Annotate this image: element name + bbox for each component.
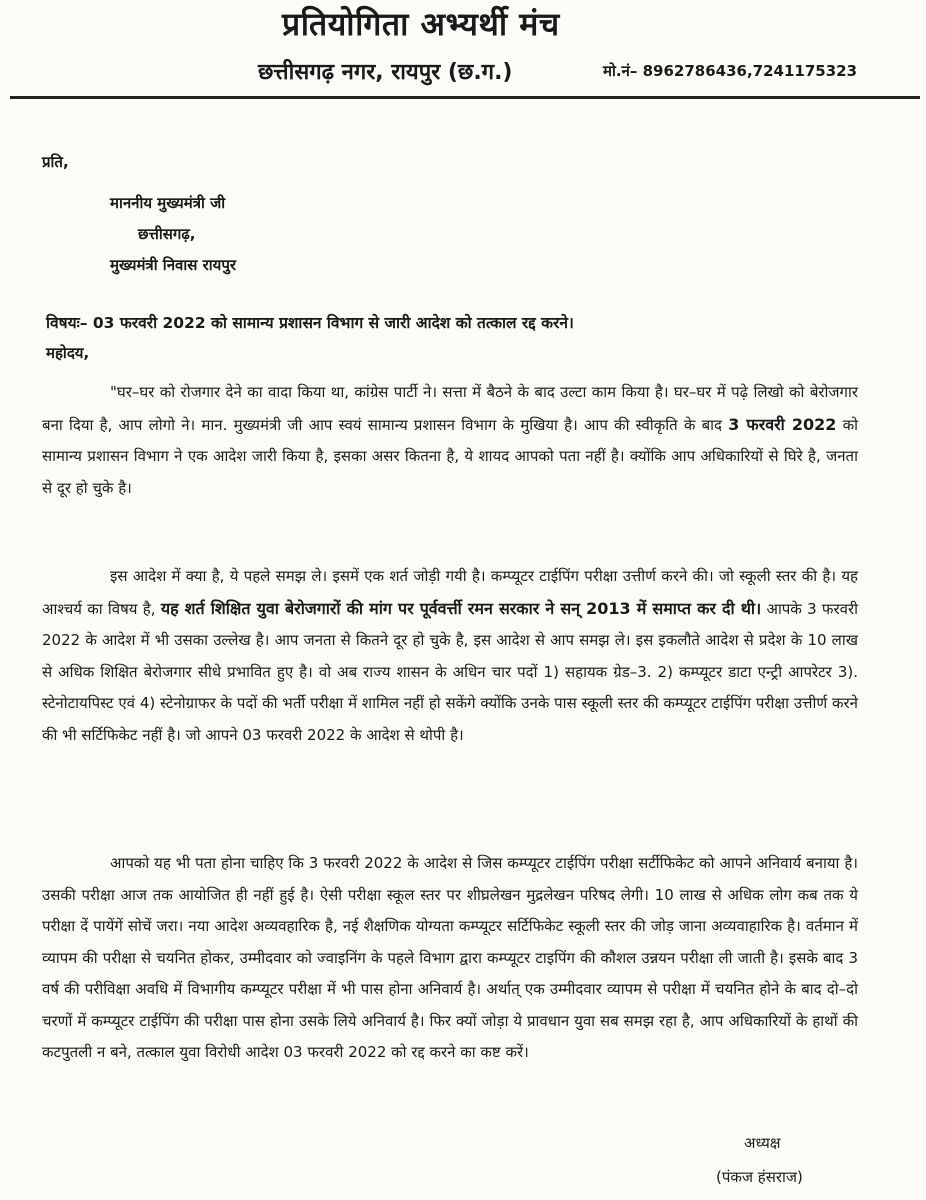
mobile-numbers: मो.नं– 8962786436,7241175323 [603, 62, 858, 80]
paragraph-1-bold: 3 फरवरी 2022 [728, 414, 837, 434]
organization-address: छत्तीसगढ़ नगर, रायपुर (छ.ग.) [258, 60, 513, 85]
signature-name: (पंकज हंसराज) [716, 1168, 803, 1186]
recipient-line-2: छत्तीसगढ़, [138, 225, 196, 243]
paragraph-3 [42, 848, 858, 1069]
subject-line: विषयः– 03 फरवरी 2022 को सामान्य प्रशासन विभाग से जारी आदेश को तत्काल रद्द करने। [46, 314, 574, 332]
letterhead-divider [10, 96, 920, 99]
organization-name: प्रतियोगिता अभ्यर्थी मंच [282, 5, 560, 43]
recipient-line-3: मुख्यमंत्री निवास रायपुर [110, 256, 236, 274]
paragraph-2 [42, 561, 858, 751]
paragraph-3-text: आपको यह भी पता होना चाहिए कि 3 फरवरी 2022 के आदेश से जिस कम्प्यूटर टाईपिंग परीक्षा सर्टीफिकेट को आपने अनिवार्य बनाया है। उसकी परीक्षा आज तक आयोजित ही नहीं हुई है। ऐसी परीक्षा स्कूल स्तर पर शीघ्रलेखन मुद्रलेखन परिषद लेगी। 10 लाख से अधिक लोग कब तक ये परीक्षा दें पायेंगें सोचें जरा। नया आदेश अव्यवहारिक है, नई शैक्षणिक योग्यता कम्प्यूटर सर्टिफिकेट स्कूली स्तर की जोड़ जाना अव्यवाहारिक है। वर्तमान में व्यापम की परीक्षा से चयनित होकर, उम्मीदवार को ज्वाइनिंग के पहले विभाग द्वारा कम्प्यूटर टाइपिंग की कौशल उन्नयन परीक्षा ली जाती है। इसके बाद 3 वर्ष की परीविक्षा अवधि में विभागीय कम्प्यूटर परीक्षा में भी पास होना अनिवार्य है। अर्थात् एक उम्मीदवार व्यापम से परीक्षा में चयनित होने के बाद दो–दो चरणों में कम्प्यूटर टाईपिंग की परीक्षा पास होना उसके लिये अनिवार्य है। फिर क्यों जोड़ा ये प्रावधान युवा सब समझ रहा है, आप अधिकारियों के हाथों की कटपुतली न बने, तत्काल युवा विरोधी आदेश 03 फरवरी 2022 को रद्द करने का कष्ट करें। [42, 854, 858, 1061]
recipient-prati: प्रति, [42, 153, 69, 171]
paragraph-1-text-b: को सामान्य प्रशासन विभाग ने एक आदेश जारी किया है, इसका असर कितना है, ये शायद आपको पता नहीं है। क्योंकि आप अधिकारियों से घिरे है, जनता से दूर हो चुके है। [42, 415, 858, 497]
paragraph-2-bold: यह शर्त शिक्षित युवा बेरोजगारों की मांग पर पूर्ववर्त्ती रमन सरकार ने सन् 2013 में समाप्त कर दी थी। [160, 598, 762, 618]
paragraph-2-text-b: आपके 3 फरवरी 2022 के आदेश में भी उसका उल्लेख है। आप जनता से कितने दूर हो चुके है, इस आदेश से आप समझ ले। इस इकलौते आदेश से प्रदेश के 10 लाख से अधिक शिक्षित बेरोजगार सीधे प्रभावित हुए है। वो अब राज्य शासन के अधिन चार पदों 1) सहायक ग्रेड–3. 2) कम्प्यूटर डाटा एन्ट्री आपरेटर 3). स्टेनोटायपिस्ट एवं 4) स्टेनोग्राफर के पदों की भर्ती परीक्षा में शामिल नहीं हो सकेंगे क्योंकि उनके पास स्कूली स्तर की कम्प्यूटर टाईपिंग परीक्षा उत्तीर्ण करने की भी सर्टिफिकेट नहीं है। जो आपने 03 फरवरी 2022 के आदेश से थोपी है। [42, 599, 858, 744]
paragraph-1 [42, 377, 858, 504]
signature-title: अध्यक्ष [744, 1134, 781, 1152]
paragraph-1-text-a: "घर–घर को रोजगार देने का वादा किया था, कांग्रेस पार्टी ने। सत्ता में बैठने के बाद उल्टा काम किया है। घर–घर में पढ़े लिखो को बेरोजगार बना दिया है, आप लोगो ने। मान. मुख्यमंत्री जी आप स्वयं सामान्य प्रशासन विभाग के मुखिया है। आप की स्वीकृति के बाद [42, 383, 858, 434]
paragraph-2-text-a: इस आदेश में क्या है, ये पहले समझ ले। इसमें एक शर्त जोड़ी गयी है। कम्प्यूटर टाईपिंग परीक्षा उत्तीर्ण करने की। जो स्कूली स्तर की है। यह आश्चर्य का विषय है, [42, 567, 858, 618]
recipient-line-1: माननीय मुख्यमंत्री जी [110, 194, 226, 212]
salutation: महोदय, [46, 344, 90, 362]
